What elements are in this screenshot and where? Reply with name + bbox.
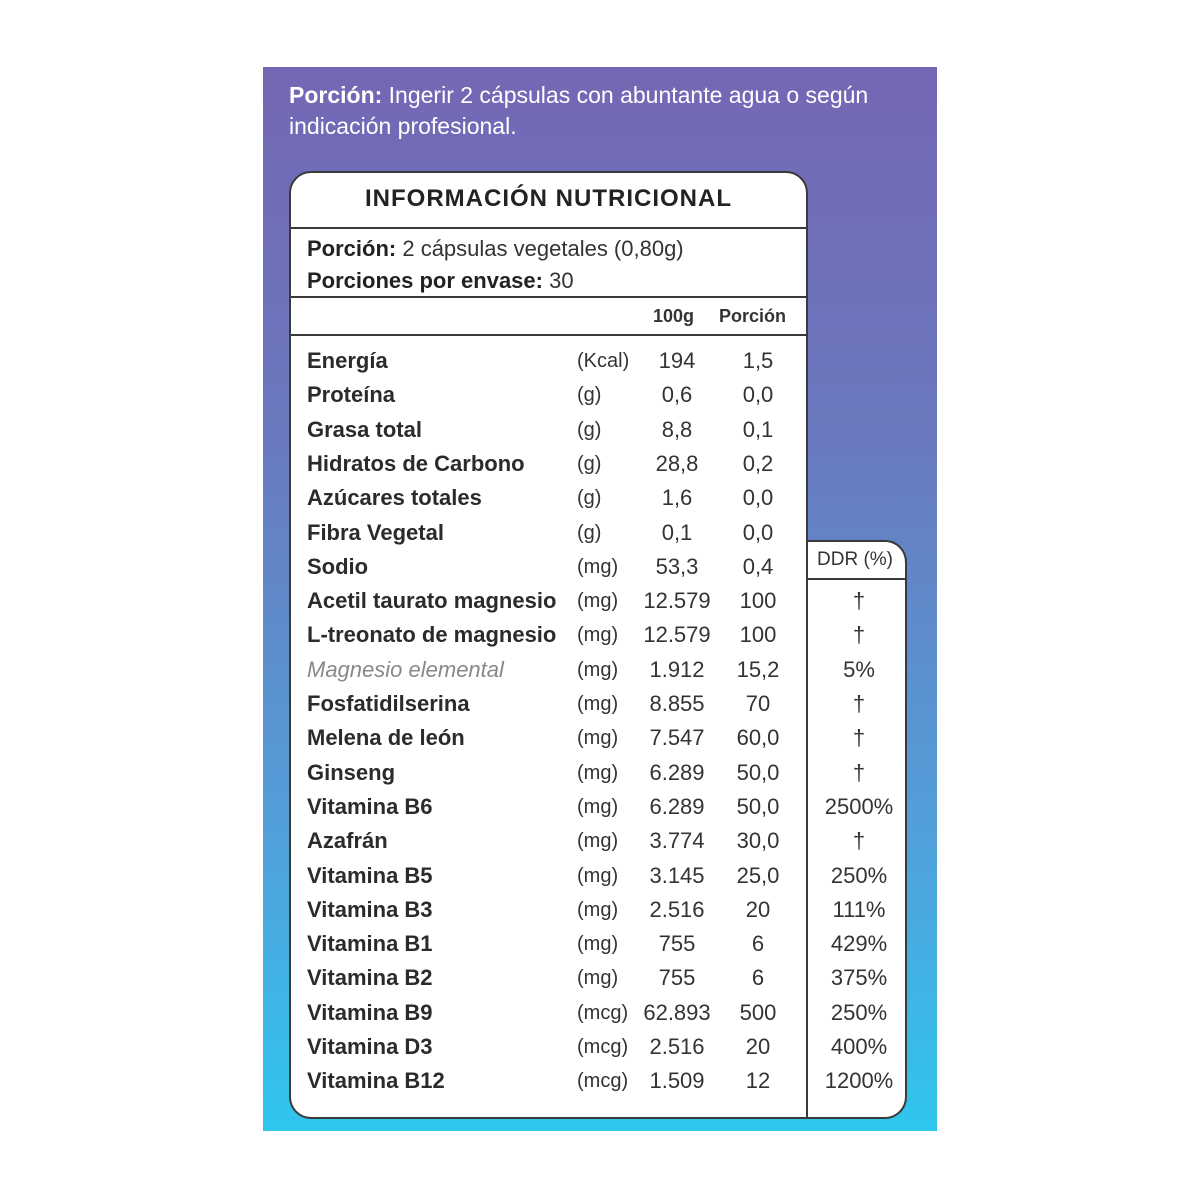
ddr-value: 5% (843, 656, 875, 682)
table-row (291, 378, 911, 412)
nutrient-name: Vitamina B2 (307, 965, 433, 991)
ddr-value: 400% (830, 1034, 888, 1059)
value-per-100g: 755 (658, 965, 696, 991)
nutrient-name: Proteína (307, 382, 396, 408)
value-per-portion: 1,5 (742, 348, 774, 373)
value-per-portion: 60,0 (736, 725, 780, 751)
value-per-100g: 12.579 (643, 588, 711, 614)
serving-label: Porción: (307, 236, 397, 261)
ddr-value: † (852, 691, 866, 716)
serving-instructions (289, 80, 889, 142)
divider (291, 334, 806, 336)
nutrient-unit: (mg) (577, 658, 619, 681)
nutrient-name: Azafrán (307, 828, 388, 854)
value-per-100g: 8.855 (649, 691, 705, 716)
value-per-portion: 25,0 (736, 862, 780, 888)
nutrient-unit: (mcg) (577, 1001, 629, 1024)
table-row (291, 687, 911, 721)
ddr-value: 111% (832, 896, 886, 922)
ddr-value: † (852, 759, 866, 785)
value-per-100g: 3.145 (649, 862, 705, 888)
value-per-portion: 20 (745, 896, 771, 922)
value-per-100g: 0,1 (661, 519, 693, 545)
table-row (291, 516, 911, 550)
value-per-100g: 6.289 (649, 793, 705, 819)
value-per-100g: 2.516 (649, 1034, 705, 1059)
nutrient-unit: (mcg) (577, 1036, 629, 1058)
nutrient-unit: (g) (577, 487, 602, 510)
value-per-portion: 20 (745, 1034, 771, 1059)
nutrient-unit: (g) (577, 418, 602, 441)
serving-info (307, 233, 684, 297)
ddr-value: † (852, 828, 866, 854)
value-per-100g: 755 (658, 931, 696, 957)
nutrient-unit: (mg) (577, 898, 619, 921)
nutrient-name: Vitamina B3 (307, 896, 433, 922)
value-per-100g: 12.579 (643, 622, 711, 648)
nutrient-unit: (Kcal) (577, 350, 630, 372)
serving-value: 2 cápsulas vegetales (0,80g) (396, 236, 684, 261)
nutrient-name: L-treonato de magnesio (307, 622, 557, 648)
nutrient-name: Magnesio elemental (307, 656, 504, 682)
table-row (291, 790, 911, 824)
value-per-portion: 0,0 (742, 485, 774, 511)
nutrient-unit: (mg) (577, 830, 619, 853)
value-per-100g: 8,8 (661, 416, 693, 442)
col-header-portion: Porción (719, 306, 787, 326)
nutrient-unit: (mg) (577, 727, 619, 750)
nutrient-name: Vitamina B12 (307, 1068, 445, 1094)
value-per-portion: 50,0 (736, 793, 780, 819)
nutrient-name: Vitamina D3 (307, 1034, 433, 1059)
nutrient-name: Azúcares totales (307, 485, 482, 511)
value-per-100g: 62.893 (643, 999, 711, 1025)
nutrient-name: Grasa total (307, 416, 422, 442)
nutrient-name: Hidratos de Carbono (307, 450, 525, 476)
nutrient-name: Vitamina B6 (307, 793, 433, 819)
nutrient-unit: (mg) (577, 933, 619, 956)
ddr-header: DDR (%) (805, 542, 905, 580)
value-per-portion: 50,0 (736, 759, 780, 785)
value-per-portion: 0,2 (742, 450, 774, 476)
nutrient-unit: (mcg) (577, 1070, 629, 1093)
table-row (291, 1030, 911, 1064)
value-per-100g: 28,8 (655, 450, 699, 476)
nutrient-name: Fosfatidilserina (307, 691, 470, 716)
table-row (291, 996, 911, 1030)
ddr-value: 375% (830, 965, 888, 991)
nutrient-unit: (mg) (577, 864, 619, 887)
value-per-portion: 0,0 (742, 519, 774, 545)
table-row (291, 1064, 911, 1098)
nutrient-name: Acetil taurato magnesio (307, 588, 557, 614)
value-per-100g: 194 (658, 348, 696, 373)
ddr-value: 2500% (824, 793, 894, 819)
nutrient-unit: (g) (577, 384, 602, 407)
nutrient-name: Melena de león (307, 725, 465, 751)
nutrient-unit: (mg) (577, 795, 619, 818)
nutrient-unit: (mg) (577, 967, 619, 990)
table-row (291, 618, 911, 652)
value-per-100g: 0,6 (661, 382, 693, 408)
table-row (291, 927, 911, 961)
nutrient-name: Ginseng (307, 759, 396, 785)
value-per-portion: 0,1 (742, 416, 774, 442)
ddr-value: 250% (830, 862, 888, 888)
servings-value: 30 (542, 268, 574, 293)
ddr-value: 250% (830, 999, 888, 1025)
col-header-100g: 100g (653, 306, 695, 326)
table-title: INFORMACIÓN NUTRICIONAL (291, 173, 806, 229)
ddr-value: † (852, 725, 866, 751)
ddr-value: 429% (830, 931, 888, 957)
table-row (291, 413, 911, 447)
nutrient-unit: (g) (577, 452, 602, 475)
nutrient-unit: (mg) (577, 555, 619, 578)
nutrient-name: Fibra Vegetal (307, 519, 444, 545)
table-row (291, 344, 911, 378)
table-row (291, 550, 911, 584)
value-per-portion: 6 (751, 965, 765, 991)
value-per-portion: 0,0 (742, 382, 774, 408)
value-per-100g: 3.774 (649, 828, 705, 854)
table-row (291, 653, 911, 687)
instructions-label: Porción: (289, 82, 383, 108)
nutrient-name: Energía (307, 348, 388, 373)
instructions-text: Ingerir 2 cápsulas con abuntante agua o según indicación profesional. (289, 82, 869, 139)
table-row (291, 961, 911, 995)
nutrient-unit: (mg) (577, 624, 619, 647)
value-per-100g: 7.547 (649, 725, 705, 751)
table-row (291, 756, 911, 790)
table-row (291, 447, 911, 481)
nutrient-name: Sodio (307, 553, 369, 579)
nutrient-name: Vitamina B5 (307, 862, 433, 888)
value-per-portion: 100 (739, 622, 777, 648)
table-row (291, 859, 911, 893)
table-row (291, 584, 911, 618)
table-row (291, 824, 911, 858)
value-per-portion: 30,0 (736, 828, 780, 854)
value-per-100g: 1.509 (649, 1068, 705, 1094)
value-per-100g: 1,6 (661, 485, 693, 511)
value-per-100g: 2.516 (649, 896, 705, 922)
value-per-portion: 15,2 (736, 656, 780, 682)
table-row (291, 893, 911, 927)
nutrient-unit: (mg) (577, 761, 619, 784)
value-per-portion: 100 (739, 588, 777, 614)
value-per-100g: 6.289 (649, 759, 705, 785)
servings-label: Porciones por envase: (307, 268, 543, 293)
nutrient-name: Vitamina B1 (307, 931, 433, 957)
nutrient-unit: (mg) (577, 693, 619, 715)
value-per-portion: 500 (739, 999, 777, 1025)
ddr-value: † (852, 588, 866, 614)
value-per-portion: 12 (745, 1068, 771, 1094)
nutrient-name: Vitamina B9 (307, 999, 433, 1025)
nutrient-unit: (mg) (577, 590, 619, 613)
table-row (291, 481, 911, 515)
table-row (291, 721, 911, 755)
value-per-portion: 0,4 (742, 553, 774, 579)
divider (291, 296, 806, 298)
ddr-value: † (852, 622, 866, 648)
value-per-100g: 53,3 (655, 553, 699, 579)
value-per-100g: 1.912 (649, 656, 705, 682)
value-per-portion: 70 (745, 691, 771, 716)
value-per-portion: 6 (751, 931, 765, 957)
ddr-value: 1200% (824, 1068, 894, 1094)
nutrient-unit: (g) (577, 521, 602, 544)
